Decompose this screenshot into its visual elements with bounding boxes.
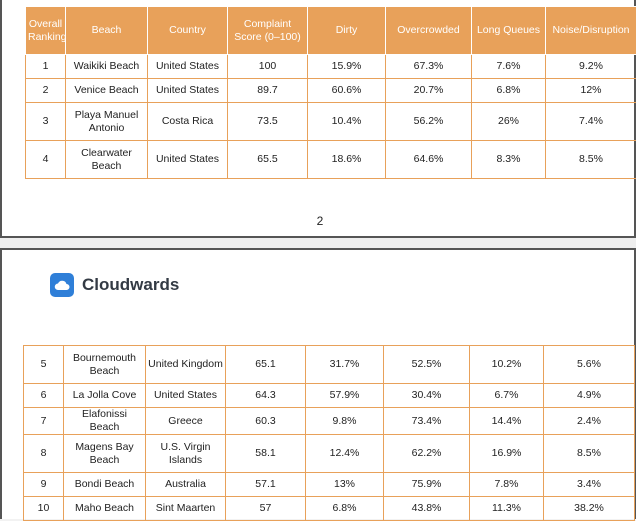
table-cell: 64.6% xyxy=(386,141,472,179)
table-cell: 62.2% xyxy=(384,435,470,473)
header-cell: Complaint Score (0–100) xyxy=(228,7,308,55)
header-cell: Beach xyxy=(66,7,148,55)
table-cell: 2.4% xyxy=(544,408,635,435)
table-cell: Bondi Beach xyxy=(64,473,146,497)
table-row xyxy=(24,346,635,384)
table-cell: 56.2% xyxy=(386,103,472,141)
table-cell: 10.4% xyxy=(308,103,386,141)
table-cell: 7 xyxy=(24,408,64,435)
table-cell: 2 xyxy=(26,79,66,103)
table-cell: 5 xyxy=(24,346,64,384)
table-cell: United States xyxy=(148,79,228,103)
table-cell: 8.5% xyxy=(544,435,635,473)
table-row xyxy=(26,79,636,103)
table-cell: 6.7% xyxy=(470,384,544,408)
table-cell: 3.4% xyxy=(544,473,635,497)
table-cell: 7.6% xyxy=(472,55,546,79)
table-cell: 8 xyxy=(24,435,64,473)
table-cell: 9.8% xyxy=(306,408,384,435)
table-cell: 31.7% xyxy=(306,346,384,384)
table-cell: 64.3 xyxy=(226,384,306,408)
table-cell: United States xyxy=(146,384,226,408)
table-cell: 89.7 xyxy=(228,79,308,103)
table-cell: Elafonissi Beach xyxy=(64,408,146,435)
table-cell: 75.9% xyxy=(384,473,470,497)
table-cell: United Kingdom xyxy=(146,346,226,384)
table-cell: 15.9% xyxy=(308,55,386,79)
table-cell: Venice Beach xyxy=(66,79,148,103)
table-cell: 14.4% xyxy=(470,408,544,435)
table-cell: 18.6% xyxy=(308,141,386,179)
table-cell: 3 xyxy=(26,103,66,141)
table-cell: Maho Beach xyxy=(64,497,146,521)
table-header-row xyxy=(26,7,636,55)
table-cell: 6.8% xyxy=(306,497,384,521)
table-cell: 52.5% xyxy=(384,346,470,384)
table-cell: 58.1 xyxy=(226,435,306,473)
table-cell: 11.3% xyxy=(470,497,544,521)
table-cell: Magens Bay Beach xyxy=(64,435,146,473)
table-cell: 1 xyxy=(26,55,66,79)
table-cell: 16.9% xyxy=(470,435,544,473)
table-cell: 57.1 xyxy=(226,473,306,497)
table-row xyxy=(24,435,635,473)
table-cell: Bournemouth Beach xyxy=(64,346,146,384)
table-cell: 43.8% xyxy=(384,497,470,521)
table-row xyxy=(26,141,636,179)
table-cell: Clearwater Beach xyxy=(66,141,148,179)
table-cell: 9.2% xyxy=(546,55,636,79)
table-cell: 65.5 xyxy=(228,141,308,179)
table-cell: 20.7% xyxy=(386,79,472,103)
header-cell: Overcrowded xyxy=(386,7,472,55)
table-cell: 6 xyxy=(24,384,64,408)
table-cell: Australia xyxy=(146,473,226,497)
brand-logo xyxy=(50,273,179,297)
header-cell: Dirty xyxy=(308,7,386,55)
table-cell: 30.4% xyxy=(384,384,470,408)
table-cell: U.S. Virgin Islands xyxy=(146,435,226,473)
table-cell: 7.4% xyxy=(546,103,636,141)
beach-complaints-table-continued xyxy=(23,345,635,521)
table-cell: 9 xyxy=(24,473,64,497)
table-cell: Greece xyxy=(146,408,226,435)
header-cell: Overall Ranking xyxy=(26,7,66,55)
page-number: 2 xyxy=(2,214,636,228)
table-cell: 73.5 xyxy=(228,103,308,141)
brand-name: Cloudwards xyxy=(82,275,179,295)
table-cell: La Jolla Cove xyxy=(64,384,146,408)
table-cell: 4.9% xyxy=(544,384,635,408)
table-cell: 26% xyxy=(472,103,546,141)
table-row xyxy=(24,408,635,435)
table-cell: 8.3% xyxy=(472,141,546,179)
page-1 xyxy=(0,0,636,238)
table-row xyxy=(24,384,635,408)
table-cell: 60.6% xyxy=(308,79,386,103)
table-cell: Costa Rica xyxy=(148,103,228,141)
table-cell: Waikiki Beach xyxy=(66,55,148,79)
table-cell: 57.9% xyxy=(306,384,384,408)
table-cell: 60.3 xyxy=(226,408,306,435)
table-row xyxy=(24,497,635,521)
table-cell: 65.1 xyxy=(226,346,306,384)
table-cell: 10 xyxy=(24,497,64,521)
table-cell: Sint Maarten xyxy=(146,497,226,521)
table-cell: 6.8% xyxy=(472,79,546,103)
table-cell: 5.6% xyxy=(544,346,635,384)
table-row xyxy=(26,103,636,141)
header-cell: Country xyxy=(148,7,228,55)
beach-complaints-table xyxy=(25,6,636,179)
cloud-icon xyxy=(50,273,74,297)
table-cell: United States xyxy=(148,141,228,179)
table-cell: 7.8% xyxy=(470,473,544,497)
table-cell: 73.4% xyxy=(384,408,470,435)
table-cell: 8.5% xyxy=(546,141,636,179)
table-cell: 67.3% xyxy=(386,55,472,79)
table-cell: Playa Manuel Antonio xyxy=(66,103,148,141)
table-row xyxy=(24,473,635,497)
table-cell: 38.2% xyxy=(544,497,635,521)
table-cell: 4 xyxy=(26,141,66,179)
table-cell: 13% xyxy=(306,473,384,497)
header-cell: Noise/Disruption xyxy=(546,7,636,55)
table-cell: 10.2% xyxy=(470,346,544,384)
table-cell: United States xyxy=(148,55,228,79)
header-cell: Long Queues xyxy=(472,7,546,55)
table-cell: 100 xyxy=(228,55,308,79)
page-gap xyxy=(0,238,636,248)
table-cell: 12.4% xyxy=(306,435,384,473)
table-row xyxy=(26,55,636,79)
table-cell: 12% xyxy=(546,79,636,103)
table-cell: 57 xyxy=(226,497,306,521)
